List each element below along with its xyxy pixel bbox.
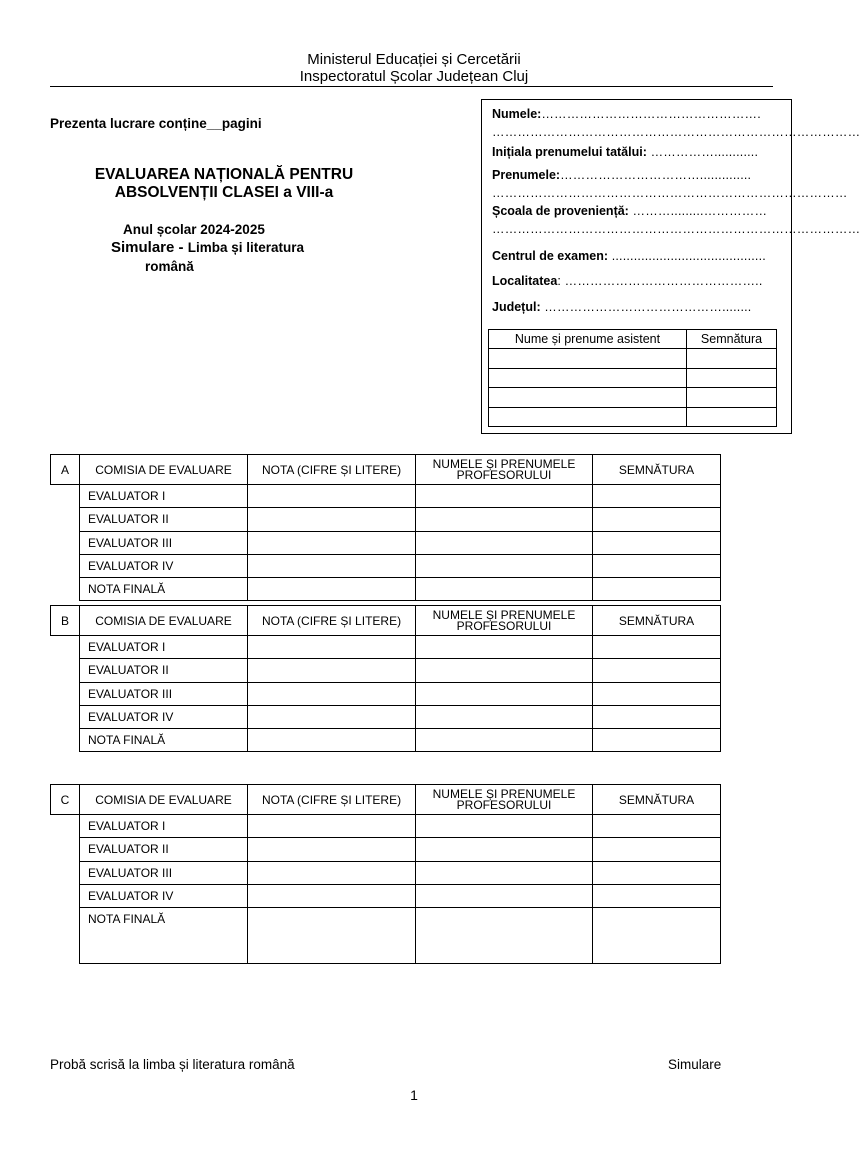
evaluation-row: [51, 705, 721, 728]
footer-exam-name: Probă scrisă la limba și literatura română: [50, 1057, 295, 1072]
nota-header: NOTA (CIFRE ȘI LITERE): [248, 785, 416, 815]
assistant-table: [488, 329, 777, 427]
nota-cell[interactable]: [248, 554, 416, 577]
evaluator-label: EVALUATOR II: [80, 508, 248, 531]
profesor-cell[interactable]: [416, 908, 593, 964]
nota-cell[interactable]: [248, 705, 416, 728]
school-year: Anul școlar 2024-2025: [123, 222, 265, 237]
assistant-name-header: Nume și prenume asistent: [489, 330, 687, 349]
assistant-row: [489, 349, 777, 368]
numele-label: Numele:: [492, 107, 542, 121]
assistant-row: [489, 368, 777, 387]
row-spacer: [51, 705, 80, 728]
profesor-header-line1: NUMELE ȘI PRENUMELE: [432, 456, 576, 471]
exam-title-line1: EVALUAREA NAȚIONALĂ PENTRU: [94, 166, 354, 183]
assistant-row: [489, 388, 777, 407]
assistant-name-cell[interactable]: [489, 407, 687, 426]
subject-part1: Limba și literatura: [187, 240, 304, 255]
prenumele-label: Prenumele:: [492, 168, 561, 182]
evaluation-row: [51, 838, 721, 861]
nota-header: NOTA (CIFRE ȘI LITERE): [248, 455, 416, 485]
nota-cell[interactable]: [248, 682, 416, 705]
profesor-header-line2: PROFESORULUI: [456, 618, 552, 633]
evaluation-row: [51, 884, 721, 907]
evaluation-row: [51, 861, 721, 884]
semnatura-cell[interactable]: [593, 682, 721, 705]
row-spacer: [51, 815, 80, 838]
profesor-name-header: [416, 606, 593, 636]
assistant-signature-cell[interactable]: [687, 388, 777, 407]
evaluation-header-row: [51, 455, 721, 485]
nota-cell[interactable]: [248, 485, 416, 508]
evaluation-table-c: [50, 784, 721, 964]
assistant-signature-cell[interactable]: [687, 407, 777, 426]
section-letter: A: [51, 455, 80, 485]
evaluation-row: [51, 531, 721, 554]
evaluation-row: [51, 554, 721, 577]
evaluation-row: [51, 485, 721, 508]
numele-field[interactable]: Numele:…………………………………………….: [492, 107, 761, 121]
row-spacer: [51, 636, 80, 659]
nota-cell[interactable]: [248, 884, 416, 907]
nota-cell[interactable]: [248, 531, 416, 554]
profesor-header-line2: PROFESORULUI: [456, 797, 552, 812]
evaluation-row: [51, 729, 721, 752]
profesor-cell[interactable]: [416, 884, 593, 907]
semnatura-cell[interactable]: [593, 659, 721, 682]
semnatura-cell[interactable]: [593, 838, 721, 861]
nota-cell[interactable]: [248, 729, 416, 752]
assistant-name-cell[interactable]: [489, 349, 687, 368]
nota-cell[interactable]: [248, 636, 416, 659]
evaluator-label: EVALUATOR III: [80, 682, 248, 705]
semnatura-cell[interactable]: [593, 531, 721, 554]
evaluator-label: EVALUATOR II: [80, 659, 248, 682]
evaluation-table-b: [50, 605, 721, 752]
prenumele-field[interactable]: Prenumele:……………………………..............: [492, 168, 752, 182]
ministry-name: Ministerul Educației și Cercetării: [307, 51, 521, 68]
scoala-label: Școala de proveniență:: [492, 204, 629, 218]
comisia-header: COMISIA DE EVALUARE: [80, 606, 248, 636]
comisia-header: COMISIA DE EVALUARE: [80, 785, 248, 815]
pages-note: Prezenta lucrare conține__pagini: [50, 116, 262, 131]
profesor-cell[interactable]: [416, 815, 593, 838]
evaluation-header-row: [51, 606, 721, 636]
evaluator-label: EVALUATOR IV: [80, 884, 248, 907]
semnatura-cell[interactable]: [593, 908, 721, 964]
section-letter: C: [51, 785, 80, 815]
row-spacer: [51, 884, 80, 907]
judetul-field[interactable]: Județul: ……………………………………........: [492, 300, 752, 314]
evaluator-label: NOTA FINALĂ: [80, 908, 248, 964]
semnatura-cell[interactable]: [593, 861, 721, 884]
page-number: 1: [410, 1087, 418, 1103]
centrul-field[interactable]: Centrul de examen: ..........................................: [492, 249, 766, 263]
semnatura-cell[interactable]: [593, 554, 721, 577]
semnatura-header: SEMNĂTURA: [593, 455, 721, 485]
simulation-label: Simulare -: [111, 239, 188, 256]
assistant-signature-header: Semnătura: [687, 330, 777, 349]
profesor-header-line1: NUMELE ȘI PRENUMELE: [432, 607, 576, 622]
localitatea-label: Localitatea: [492, 274, 558, 288]
profesor-cell[interactable]: [416, 508, 593, 531]
semnatura-header: SEMNĂTURA: [593, 606, 721, 636]
profesor-cell[interactable]: [416, 682, 593, 705]
assistant-table-header: [489, 330, 777, 349]
evaluation-row: [51, 659, 721, 682]
section-letter: B: [51, 606, 80, 636]
prenumele-continuation[interactable]: …………………………………………………………………………: [492, 186, 848, 200]
assistant-signature-cell[interactable]: [687, 349, 777, 368]
row-spacer: [51, 578, 80, 601]
evaluator-label: NOTA FINALĂ: [80, 729, 248, 752]
assistant-signature-cell[interactable]: [687, 368, 777, 387]
row-spacer: [51, 838, 80, 861]
assistant-name-cell[interactable]: [489, 388, 687, 407]
profesor-cell[interactable]: [416, 554, 593, 577]
evaluation-row: [51, 682, 721, 705]
profesor-cell[interactable]: [416, 861, 593, 884]
nota-cell[interactable]: [248, 578, 416, 601]
scoala-field[interactable]: Școala de proveniență: ……….........……………: [492, 204, 768, 218]
judetul-label: Județul:: [492, 300, 541, 314]
evaluation-table-a: [50, 454, 721, 601]
nota-cell[interactable]: [248, 861, 416, 884]
comisia-header: COMISIA DE EVALUARE: [80, 455, 248, 485]
evaluator-label: NOTA FINALĂ: [80, 578, 248, 601]
row-spacer: [51, 908, 80, 964]
evaluator-label: EVALUATOR III: [80, 861, 248, 884]
nota-cell[interactable]: [248, 659, 416, 682]
profesor-name-header: [416, 455, 593, 485]
evaluator-label: EVALUATOR IV: [80, 705, 248, 728]
row-spacer: [51, 682, 80, 705]
localitatea-field[interactable]: Localitatea: ………………………………………..: [492, 274, 763, 288]
subject-line2: română: [145, 259, 194, 274]
evaluation-header-row: [51, 785, 721, 815]
profesor-cell[interactable]: [416, 636, 593, 659]
header-rule: [50, 86, 773, 87]
numele-continuation[interactable]: ……………………………………………………………………………: [492, 125, 860, 139]
nota-cell[interactable]: [248, 815, 416, 838]
semnatura-cell[interactable]: [593, 485, 721, 508]
evaluator-label: EVALUATOR I: [80, 636, 248, 659]
profesor-cell[interactable]: [416, 485, 593, 508]
row-spacer: [51, 659, 80, 682]
evaluator-label: EVALUATOR II: [80, 838, 248, 861]
scoala-continuation[interactable]: ……………………………………………………………………………: [492, 222, 860, 236]
row-spacer: [51, 554, 80, 577]
semnatura-cell[interactable]: [593, 705, 721, 728]
initiala-field[interactable]: Inițiala prenumelui tatălui: ……………............: [492, 145, 759, 159]
footer-simulation: Simulare: [668, 1057, 722, 1072]
exam-title-line2: ABSOLVENȚII CLASEI a VIII-a: [114, 184, 334, 201]
profesor-cell[interactable]: [416, 531, 593, 554]
evaluation-row: [51, 578, 721, 601]
evaluator-label: EVALUATOR I: [80, 815, 248, 838]
profesor-header-line1: NUMELE ȘI PRENUMELE: [432, 786, 576, 801]
profesor-cell[interactable]: [416, 659, 593, 682]
nota-cell[interactable]: [248, 908, 416, 964]
row-spacer: [51, 861, 80, 884]
semnatura-cell[interactable]: [593, 508, 721, 531]
evaluation-row: [51, 908, 721, 964]
profesor-cell[interactable]: [416, 838, 593, 861]
row-spacer: [51, 729, 80, 752]
evaluation-row: [51, 815, 721, 838]
inspectorate-name: Inspectoratul Școlar Județean Cluj: [299, 68, 529, 85]
centrul-label: Centrul de examen:: [492, 249, 609, 263]
evaluator-label: EVALUATOR IV: [80, 554, 248, 577]
profesor-name-header: [416, 785, 593, 815]
initiala-label: Inițiala prenumelui tatălui:: [492, 145, 647, 159]
profesor-cell[interactable]: [416, 729, 593, 752]
assistant-row: [489, 407, 777, 426]
profesor-header-line2: PROFESORULUI: [456, 467, 552, 482]
evaluator-label: EVALUATOR I: [80, 485, 248, 508]
row-spacer: [51, 508, 80, 531]
semnatura-header: SEMNĂTURA: [593, 785, 721, 815]
semnatura-cell[interactable]: [593, 636, 721, 659]
assistant-name-cell[interactable]: [489, 368, 687, 387]
profesor-cell[interactable]: [416, 578, 593, 601]
evaluation-row: [51, 508, 721, 531]
evaluation-row: [51, 636, 721, 659]
nota-cell[interactable]: [248, 838, 416, 861]
profesor-cell[interactable]: [416, 705, 593, 728]
nota-header: NOTA (CIFRE ȘI LITERE): [248, 606, 416, 636]
semnatura-cell[interactable]: [593, 815, 721, 838]
nota-cell[interactable]: [248, 508, 416, 531]
row-spacer: [51, 485, 80, 508]
semnatura-cell[interactable]: [593, 729, 721, 752]
row-spacer: [51, 531, 80, 554]
semnatura-cell[interactable]: [593, 578, 721, 601]
evaluator-label: EVALUATOR III: [80, 531, 248, 554]
subject-line1: [111, 239, 304, 256]
semnatura-cell[interactable]: [593, 884, 721, 907]
